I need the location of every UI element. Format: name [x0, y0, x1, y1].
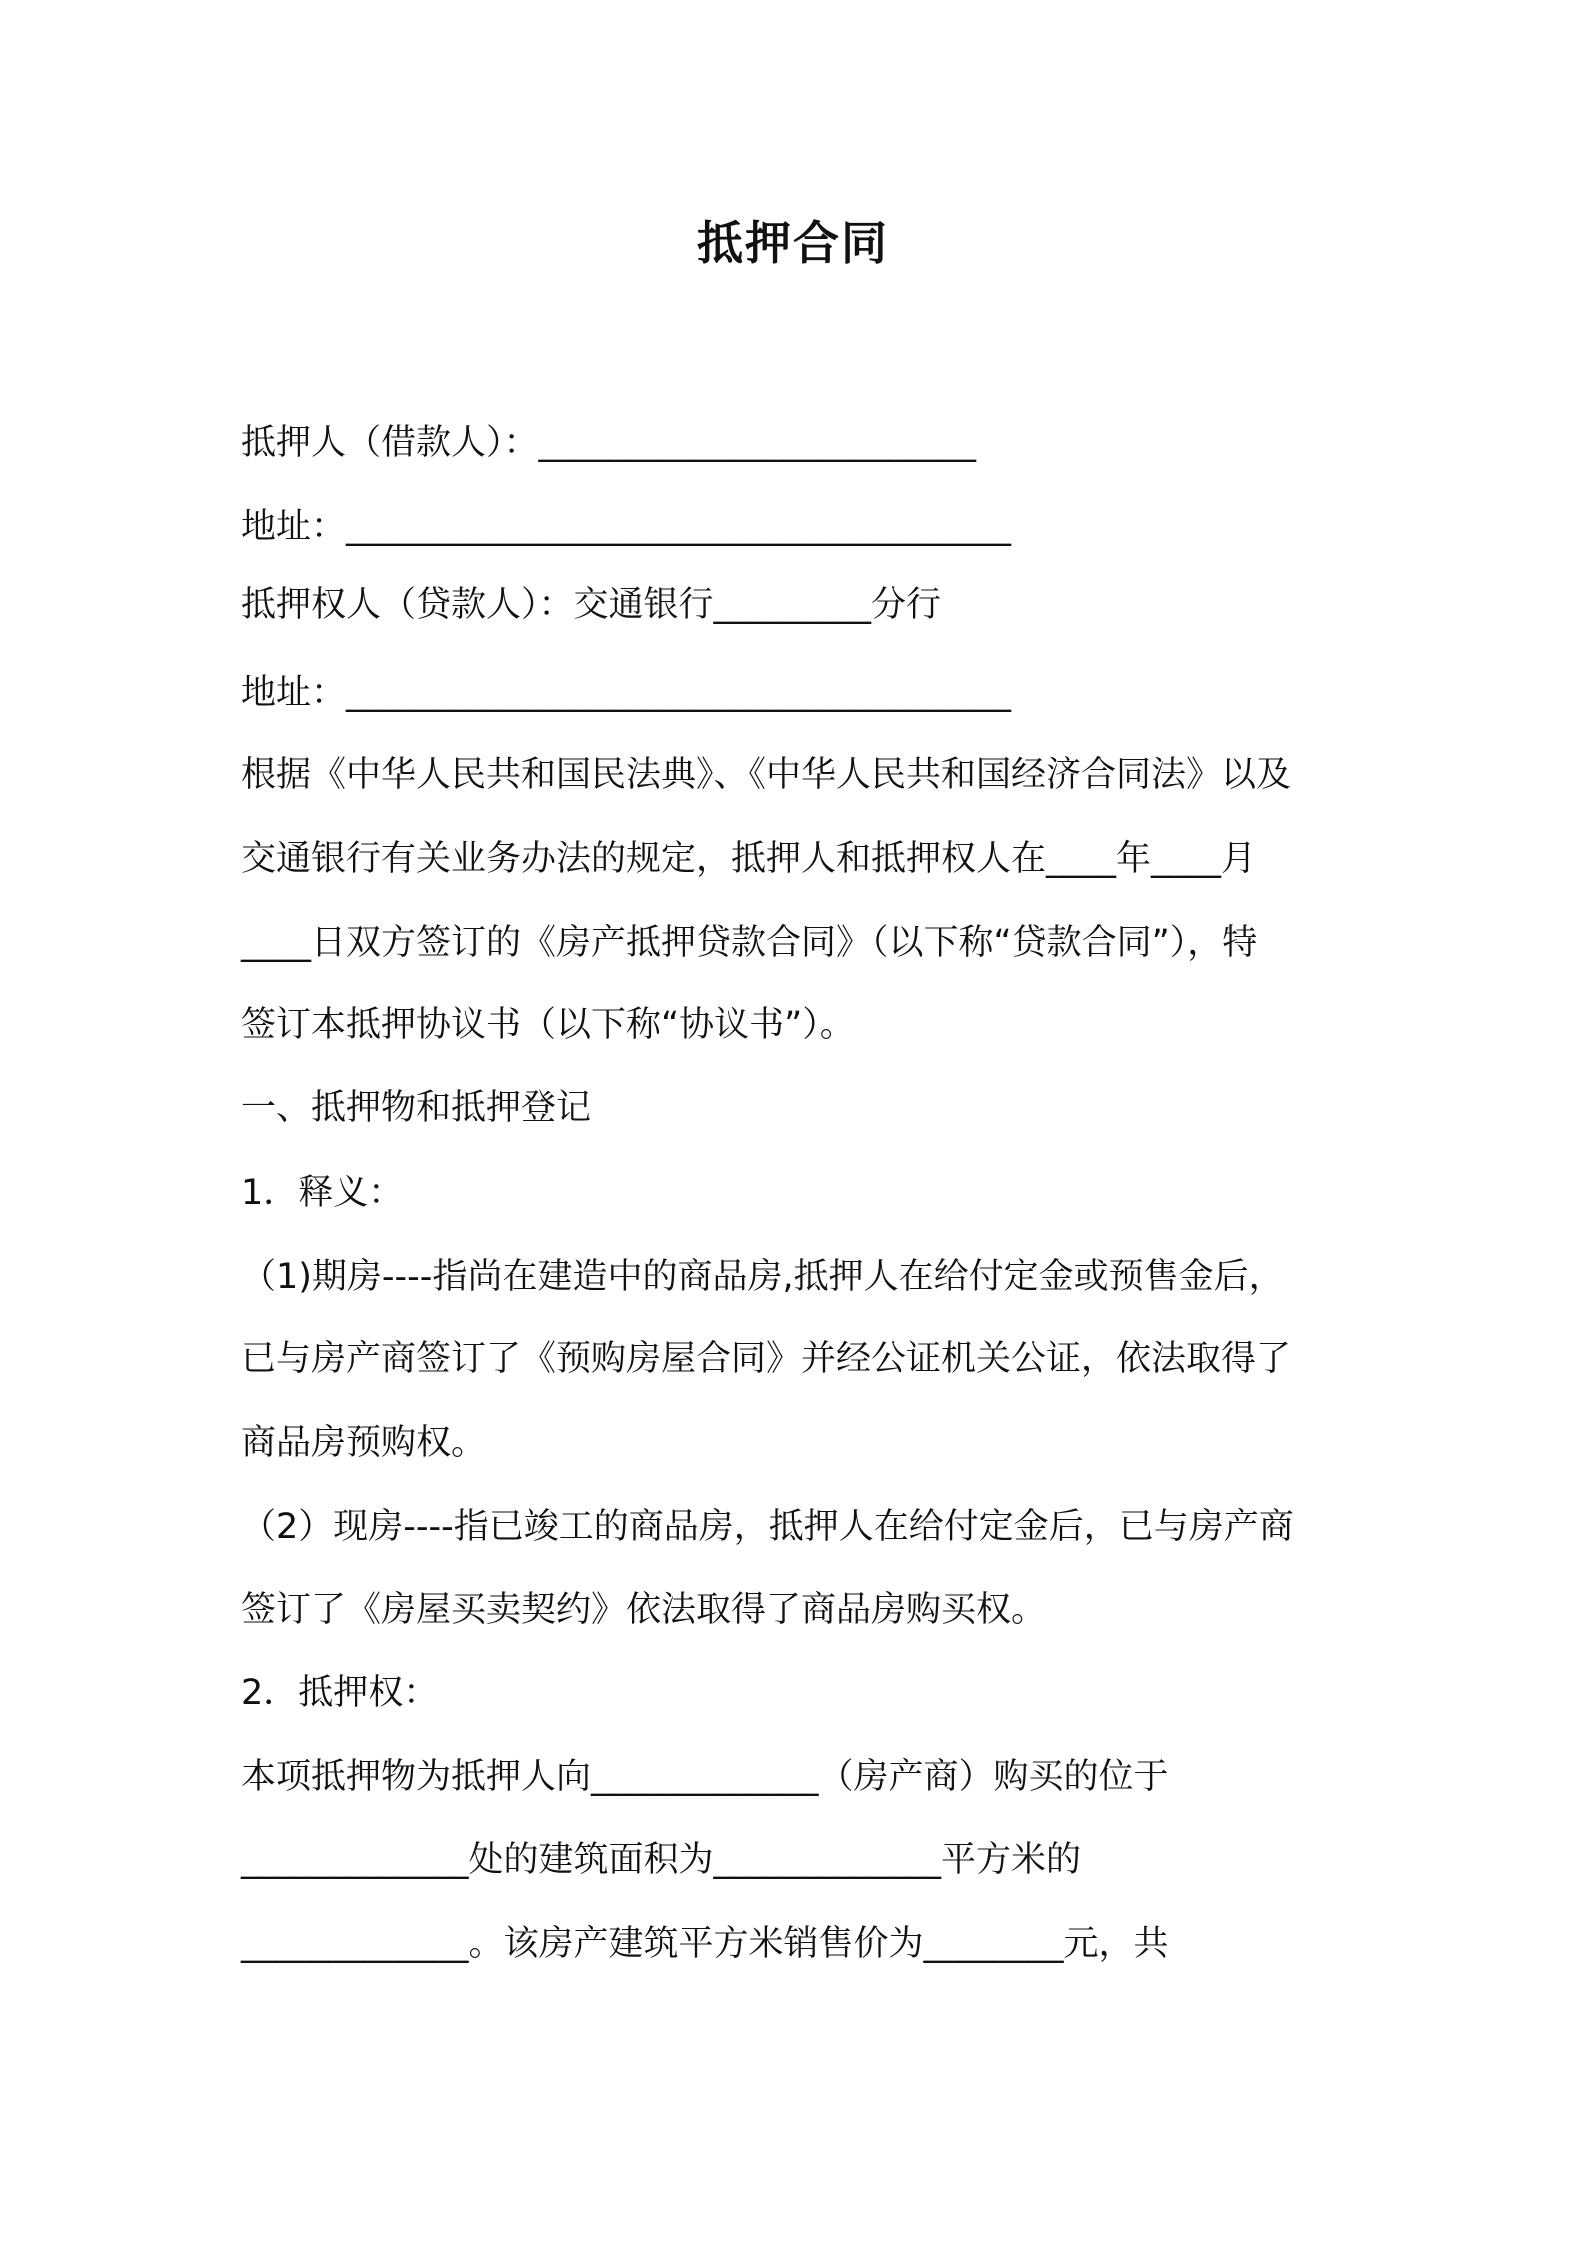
mortgagee-line: 抵押权人（贷款人）：交通银行_________分行 [241, 585, 942, 625]
document-title: 抵押合同 [697, 216, 889, 270]
mortgage-right-line-1: 本项抵押物为抵押人向_____________（房产商）购买的位于 [241, 1757, 1169, 1797]
definition-2-line-1: （2）现房----指已竣工的商品房，抵押人在给付定金后，已与房产商 [241, 1507, 1294, 1547]
preamble-line-1: 根据《中华人民共和国民法典》、《中华人民共和国经济合同法》以及 [241, 755, 1292, 795]
preamble-line-2: 交通银行有关业务办法的规定，抵押人和抵押权人在____年____月 [241, 839, 1257, 879]
definition-2-line-2: 签订了《房屋买卖契约》依法取得了商品房购买权。 [241, 1590, 1047, 1630]
definition-1-line-3: 商品房预购权。 [241, 1423, 487, 1463]
mortgagee-address-line: 地址：______________________________________ [241, 673, 1012, 713]
section-heading-1: 一、抵押物和抵押登记 [241, 1088, 592, 1128]
mortgagor-line: 抵押人（借款人）：_________________________ [241, 423, 977, 463]
preamble-line-3: ____日双方签订的《房产抵押贷款合同》（以下称“贷款合同”），特 [241, 923, 1258, 963]
mortgage-right-line-2: _____________处的建筑面积为_____________平方米的 [241, 1840, 1082, 1880]
clause-heading-mortgage-right: 2．抵押权： [241, 1673, 439, 1713]
definition-1-line-1: （1)期房----指尚在建造中的商品房,抵押人在给付定金或预售金后， [241, 1257, 1284, 1297]
preamble-line-4: 签订本抵押协议书（以下称“协议书”）。 [241, 1005, 855, 1045]
definition-1-line-2: 已与房产商签订了《预购房屋合同》并经公证机关公证，依法取得了 [241, 1339, 1292, 1379]
mortgagor-address-line: 地址：______________________________________ [241, 507, 1012, 547]
clause-heading-definitions: 1．释义： [241, 1173, 404, 1213]
mortgage-right-line-3: _____________。该房产建筑平方米销售价为________元，共 [241, 1924, 1169, 1964]
